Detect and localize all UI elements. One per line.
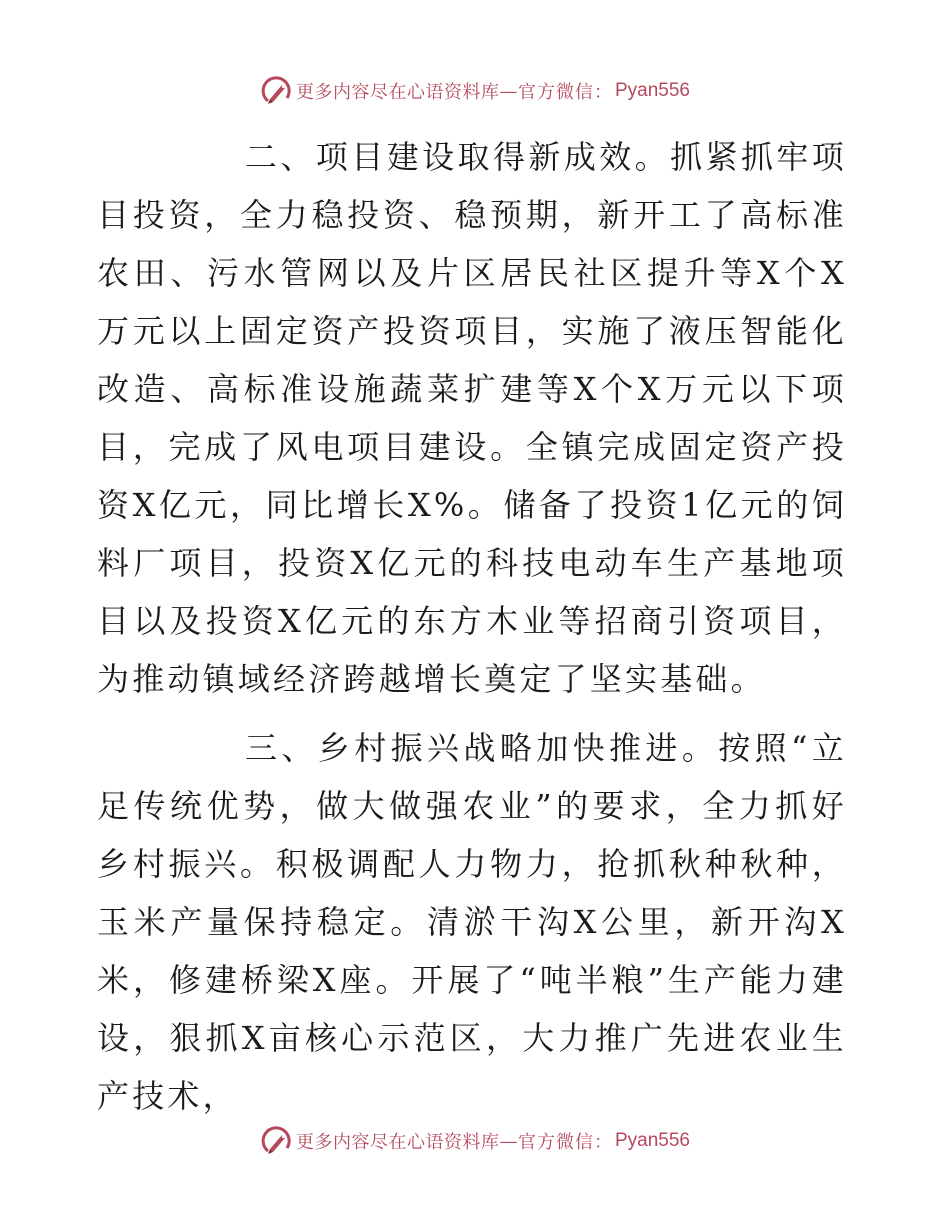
watermark-wechat-label: 官方微信： (517, 82, 613, 103)
watermark-wechat-id: Pyan556 (614, 80, 690, 101)
document-body (97, 128, 847, 1125)
watermark-wechat-id: Pyan556 (614, 1130, 690, 1151)
pen-logo-icon (260, 1124, 294, 1158)
watermark-footer (0, 1124, 950, 1158)
watermark-text: 更多内容尽在心语资料库 (295, 82, 500, 103)
paragraph-rural-revitalization: 三、乡村振兴战略加快推进。按照“立足传统优势，做大做强农业”的要求，全力抓好乡村振兴。积极调配人力物力，抢抓秋种秋种，玉米产量保持稳定。清淤干沟X公里，新开沟X米，修建桥梁X座。开展了“吨半粮”生产能力建设，狠抓X亩核心示范区，大力推广先进农业生产技术， (97, 729, 847, 1115)
paragraph-project-construction: 二、项目建设取得新成效。抓紧抓牢项目投资，全力稳投资、稳预期，新开工了高标准农田、污水管网以及片区居民社区提升等X个X万元以上固定资产投资项目，实施了液压智能化改造、高标准设施蔬菜扩建等X个X万元以下项目，完成了风电项目建设。全镇完成固定资产投资X亿元，同比增长X%。储备了投资1亿元的饲料厂项目，投资X亿元的科技电动车生产基地项目以及投资X亿元的东方木业等招商引资项目，为推动镇域经济跨越增长奠定了坚实基础。 (97, 138, 847, 698)
watermark-text: 更多内容尽在心语资料库 (295, 1132, 500, 1153)
watermark-separator: — (499, 80, 518, 102)
watermark-wechat-label: 官方微信： (517, 1132, 613, 1153)
watermark-separator: — (499, 1130, 518, 1152)
pen-logo-icon (260, 74, 294, 108)
watermark-header (0, 74, 950, 108)
